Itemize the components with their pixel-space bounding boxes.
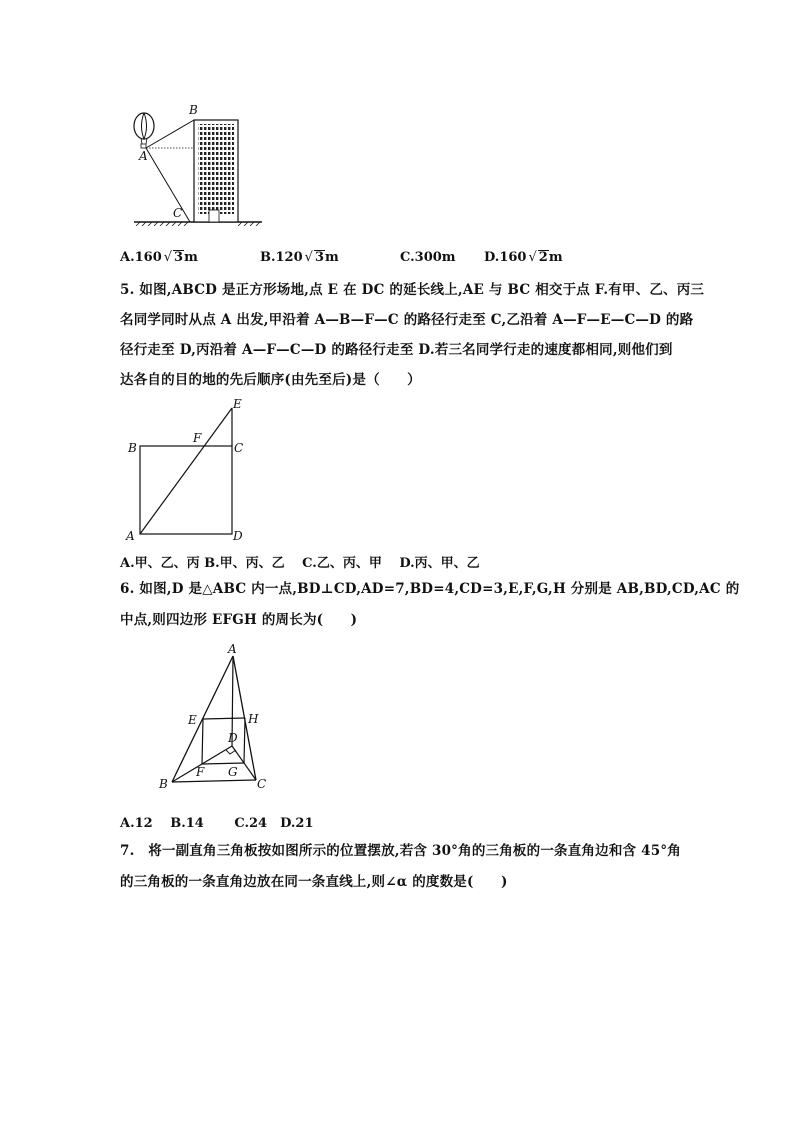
label-E: E — [233, 397, 242, 411]
sqrt-sign-icon: √ — [304, 250, 313, 265]
label-C: C — [173, 206, 183, 220]
label-C: C — [257, 777, 267, 791]
label-B: B — [189, 103, 198, 117]
label-E: E — [188, 713, 197, 727]
label-D: D — [228, 731, 238, 745]
label-A: A — [126, 529, 135, 543]
label-D: D — [233, 529, 243, 543]
label-B: B — [159, 777, 168, 791]
square-figure — [120, 396, 260, 546]
q4-option-b: B.120 √ 3m — [260, 250, 339, 265]
sqrt-sign-icon: √ — [528, 250, 537, 265]
q4-option-c: C.300m — [400, 250, 456, 265]
label-F: F — [193, 431, 202, 445]
triangle-figure — [150, 638, 280, 794]
q6-line-1: 6. 如图,D 是△ABC 内一点,BD⊥CD,AD=7,BD=4,CD=3,E,F,G,H 分别是 AB,BD,CD,AC 的 — [120, 581, 740, 597]
q6-options: A.12 B.14 C.24 D.21 — [120, 816, 314, 831]
q4-option-a: A.160 √ 3m — [120, 250, 198, 265]
q7-line-2: 的三角板的一条直角边放在同一条直线上,则∠α 的度数是( ) — [120, 874, 508, 890]
q4-option-d: D.160 √ 2m — [484, 250, 563, 265]
sqrt-sign-icon: √ — [163, 250, 173, 265]
q6-line-2: 中点,则四边形 EFGH 的周长为( ) — [120, 612, 358, 628]
q5-line-1: 5. 如图,ABCD 是正方形场地,点 E 在 DC 的延长线上,AE 与 BC 相交于点 F.有甲、乙、丙三 — [120, 282, 705, 298]
label-G: G — [228, 765, 238, 779]
q7-line-1: 7. 将一副直角三角板按如图所示的位置摆放,若含 30°角的三角板的一条直角边和含 45°角 — [120, 843, 681, 859]
q5-line-3: 径行走至 D,丙沿着 A—F—C—D 的路径行走至 D.若三名同学行走的速度都相同,则他们到 — [120, 342, 673, 358]
label-A: A — [228, 642, 237, 656]
label-C: C — [234, 441, 244, 455]
label-A: A — [139, 149, 148, 163]
q5-options: A.甲、乙、丙 B.甲、丙、乙 C.乙、丙、甲 D.丙、甲、乙 — [120, 556, 480, 571]
balloon-building-figure — [128, 102, 268, 226]
q5-line-4: 达各自的目的地的先后顺序(由先至后)是（ ） — [120, 372, 421, 388]
q5-line-2: 名同学同时从点 A 出发,甲沿着 A—B—F—C 的路径行走至 C,乙沿着 A—F—E—C—D 的路 — [120, 312, 694, 328]
label-F: F — [196, 765, 205, 779]
label-B: B — [128, 441, 137, 455]
label-H: H — [248, 712, 259, 726]
